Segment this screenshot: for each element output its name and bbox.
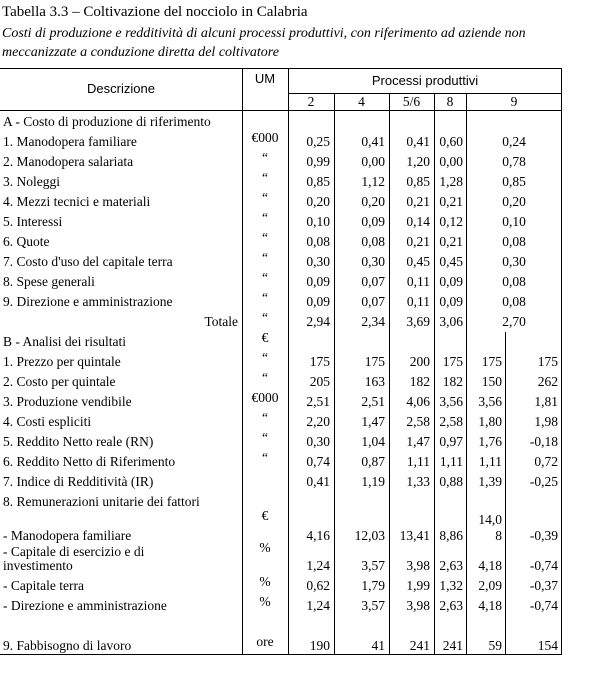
table-cell: 0,21	[406, 194, 430, 209]
row-um: “	[262, 310, 268, 325]
row-description: 1. Manodopera familiare	[3, 134, 137, 149]
table-cell: 1,99	[406, 578, 430, 593]
table-cell: 4,18	[478, 598, 502, 613]
table-cell: 0,88	[439, 474, 463, 489]
row-description: 5. Reddito Netto reale (RN)	[3, 434, 154, 449]
table-cell: 0,20	[502, 194, 526, 209]
row-um: €	[261, 508, 269, 523]
table-cell: 1,76	[478, 434, 502, 449]
row-um: €	[261, 330, 269, 345]
table-cell: 2,63	[439, 558, 463, 573]
table-cell: 0,99	[306, 154, 330, 169]
table-cell: 0,87	[361, 454, 385, 469]
row-um: “	[262, 270, 268, 285]
table-cell: 0,09	[439, 294, 463, 309]
row-description: 2. Costo per quintale	[3, 374, 116, 389]
row-description: - Capitale terra	[3, 578, 84, 593]
table-cell: 2,94	[306, 314, 330, 329]
row-description: - Manodopera familiare	[3, 528, 132, 543]
table-cell: -0,18	[529, 434, 558, 449]
row-description: 8. Spese generali	[3, 274, 95, 289]
table-cell: 1,19	[361, 474, 385, 489]
table-cell: 1,24	[306, 598, 330, 613]
table-cell: 0,07	[361, 274, 385, 289]
table-cell: 59	[488, 638, 502, 653]
row-um: “	[262, 190, 268, 205]
table-cell: 0,41	[406, 134, 430, 149]
header-um: UM	[254, 71, 276, 86]
table-cell: 1,47	[361, 414, 385, 429]
table-cell: 190	[309, 638, 330, 653]
table-cell: 1,32	[439, 578, 463, 593]
table-cell: 0,11	[406, 274, 430, 289]
table-cell: 2,51	[361, 394, 385, 409]
table-cell: -0,74	[529, 558, 558, 573]
table-cell: 182	[409, 374, 430, 389]
table-cell: 12,03	[354, 528, 385, 543]
table-cell: 0,10	[502, 214, 526, 229]
table-cell: 3,57	[361, 558, 385, 573]
table-cell: -0,74	[529, 598, 558, 613]
table-cell: 0,20	[306, 194, 330, 209]
table-cell: 1,98	[534, 414, 558, 429]
table-cell: 2,09	[478, 578, 502, 593]
row-description: 6. Reddito Netto di Riferimento	[3, 454, 176, 469]
table-cell: 175	[442, 354, 463, 369]
row-um: “	[262, 250, 268, 265]
row-um: ore	[256, 634, 274, 649]
table-cell: 1,12	[361, 174, 385, 189]
table-cell: 1,79	[361, 578, 385, 593]
row-um: “	[262, 290, 268, 305]
row-um: €000	[251, 130, 279, 145]
table-cell: 0,14	[406, 214, 430, 229]
table-cell: 0,09	[439, 274, 463, 289]
table-cell: 3,98	[406, 598, 430, 613]
row-description: 8. Remunerazioni unitarie dei fattori	[3, 494, 200, 509]
table-cell: 0,08	[306, 234, 330, 249]
row-um: €000	[251, 390, 279, 405]
table-cell: -0,37	[529, 578, 558, 593]
table-cell: 1,24	[306, 558, 330, 573]
table-cell: 0,21	[406, 234, 430, 249]
table-cell: 163	[364, 374, 385, 389]
table-title: Tabella 3.3 – Coltivazione del nocciolo in Calabria	[2, 4, 308, 20]
row-description: 6. Quote	[3, 234, 50, 249]
header-col-2: 2	[307, 94, 315, 109]
row-um: “	[262, 410, 268, 425]
row-description: 4. Mezzi tecnici e materiali	[3, 194, 151, 209]
table-cell: 182	[442, 374, 463, 389]
row-description: investimento	[3, 558, 73, 573]
table-cell: 2,58	[406, 414, 430, 429]
table-cell: 0,21	[439, 234, 463, 249]
table-cell: 0,08	[502, 294, 526, 309]
table-cell: 0,97	[439, 434, 463, 449]
row-um: %	[259, 540, 271, 555]
table-cell: 175	[537, 354, 558, 369]
table-cell: 1,04	[361, 434, 385, 449]
row-description: 9. Fabbisogno di lavoro	[3, 638, 132, 653]
data-table	[0, 68, 562, 656]
table-cell: 0,85	[406, 174, 430, 189]
table-cell: 0,08	[502, 234, 526, 249]
table-cell: -0,25	[529, 474, 558, 489]
table-cell: 0,10	[306, 214, 330, 229]
table-cell: 0,45	[439, 254, 463, 269]
table-cell: 150	[481, 374, 502, 389]
table-cell: 0,30	[361, 254, 385, 269]
table-cell: 0,25	[306, 134, 330, 149]
row-um: “	[262, 350, 268, 365]
table-cell: 0,85	[306, 174, 330, 189]
table-subtitle	[2, 24, 608, 62]
table-cell: 2,34	[361, 314, 385, 329]
table-cell: 3,98	[406, 558, 430, 573]
table-cell: 13,41	[399, 528, 430, 543]
table-cell: 3,56	[439, 394, 463, 409]
table-cell: 1,39	[478, 474, 502, 489]
table-cell: 0,20	[361, 194, 385, 209]
table-cell: 2,20	[306, 414, 330, 429]
row-um: “	[262, 450, 268, 465]
table-cell: 4,06	[406, 394, 430, 409]
row-um: %	[259, 574, 271, 589]
row-um: “	[262, 370, 268, 385]
table-cell: 0,08	[361, 234, 385, 249]
table-cell: 175	[309, 354, 330, 369]
table-cell: 0,07	[361, 294, 385, 309]
header-col-9: 9	[510, 94, 518, 109]
table-cell: 175	[364, 354, 385, 369]
table-cell: 8	[495, 528, 502, 543]
row-description: 5. Interessi	[3, 214, 63, 229]
table-cell: 0,85	[502, 174, 526, 189]
table-cell: 205	[309, 374, 330, 389]
table-cell: 0,08	[502, 274, 526, 289]
table-cell: 1,20	[406, 154, 430, 169]
table-cell: 1,33	[406, 474, 430, 489]
row-description: 2. Manodopera salariata	[3, 154, 134, 169]
table-cell: 3,57	[361, 598, 385, 613]
row-description: 7. Indice di Redditività (IR)	[3, 474, 154, 489]
table-cell: 0,11	[406, 294, 430, 309]
header-col-8: 8	[446, 94, 454, 109]
table-cell: 1,11	[439, 454, 463, 469]
row-um: “	[262, 170, 268, 185]
table-cell: 4,16	[306, 528, 330, 543]
header-descrizione: Descrizione	[87, 81, 155, 96]
table-cell: 8,86	[439, 528, 463, 543]
table-cell: 0,00	[439, 154, 463, 169]
table-cell: 0,21	[439, 194, 463, 209]
table-cell: 200	[409, 354, 430, 369]
table-cell: 1,80	[478, 414, 502, 429]
table-cell: 2,70	[502, 314, 526, 329]
table-cell: 0,72	[534, 454, 558, 469]
table-cell: 0,74	[306, 454, 330, 469]
table-cell: 2,58	[439, 414, 463, 429]
table-cell: -0,39	[529, 528, 558, 543]
table-cell: 41	[371, 638, 385, 653]
row-description: A - Costo di produzione di riferimento	[3, 114, 211, 129]
table-cell: 0,09	[306, 294, 330, 309]
row-description: 1. Prezzo per quintale	[3, 354, 121, 369]
table-cell: 1,28	[439, 174, 463, 189]
table-cell: 0,60	[439, 134, 463, 149]
table-cell: 2,51	[306, 394, 330, 409]
table-cell: 0,30	[306, 254, 330, 269]
subtitle-line: Costi di produzione e redditività di alcuni processi produttivi, con riferimento ad aziende non	[2, 26, 526, 41]
table-cell: 1,81	[534, 394, 558, 409]
row-description: Totale	[204, 314, 238, 329]
table-cell: 0,45	[406, 254, 430, 269]
table-cell: 175	[481, 354, 502, 369]
table-cell: 241	[442, 638, 463, 653]
table-cell: 3,69	[406, 314, 430, 329]
table-cell: 2,63	[439, 598, 463, 613]
row-um: %	[259, 594, 271, 609]
row-description: 7. Costo d'uso del capitale terra	[3, 254, 173, 269]
table-cell: 14,0	[478, 512, 502, 527]
subtitle-line: meccanizzate a conduzione diretta del coltivatore	[2, 45, 279, 60]
table-cell: 1,47	[406, 434, 430, 449]
table-cell: 4,18	[478, 558, 502, 573]
row-description: 9. Direzione e amministrazione	[3, 294, 173, 309]
row-description: - Capitale di esercizio e di	[3, 544, 145, 559]
row-description: B - Analisi dei risultati	[3, 334, 126, 349]
header-processi: Processi produttivi	[371, 73, 479, 88]
table-cell: 262	[537, 374, 558, 389]
table-cell: 241	[409, 638, 430, 653]
header-col-56: 5/6	[402, 94, 421, 109]
table-cell: 1,11	[478, 454, 502, 469]
table-cell: 3,56	[478, 394, 502, 409]
table-cell: 0,41	[361, 134, 385, 149]
table-cell: 1,11	[406, 454, 430, 469]
row-um: “	[262, 230, 268, 245]
table-cell: 0,62	[306, 578, 330, 593]
table-cell: 154	[537, 638, 558, 653]
table-cell: 3,06	[439, 314, 463, 329]
table-cell: 0,09	[306, 274, 330, 289]
table-cell: 0,24	[502, 134, 526, 149]
header-col-4: 4	[358, 94, 365, 109]
table-cell: 0,12	[439, 214, 463, 229]
table-cell: 0,30	[502, 254, 526, 269]
row-description: 4. Costi espliciti	[3, 414, 92, 429]
table-cell: 0,30	[306, 434, 330, 449]
table-cell: 0,78	[502, 154, 526, 169]
table-cell: 0,41	[306, 474, 330, 489]
row-description: - Direzione e amministrazione	[3, 598, 167, 613]
table-cell: 0,09	[361, 214, 385, 229]
row-description: 3. Produzione vendibile	[3, 394, 132, 409]
row-um: “	[262, 210, 268, 225]
row-description: 3. Noleggi	[3, 174, 60, 189]
table-cell: 0,00	[361, 154, 385, 169]
row-um: “	[262, 150, 268, 165]
row-um: “	[262, 430, 268, 445]
